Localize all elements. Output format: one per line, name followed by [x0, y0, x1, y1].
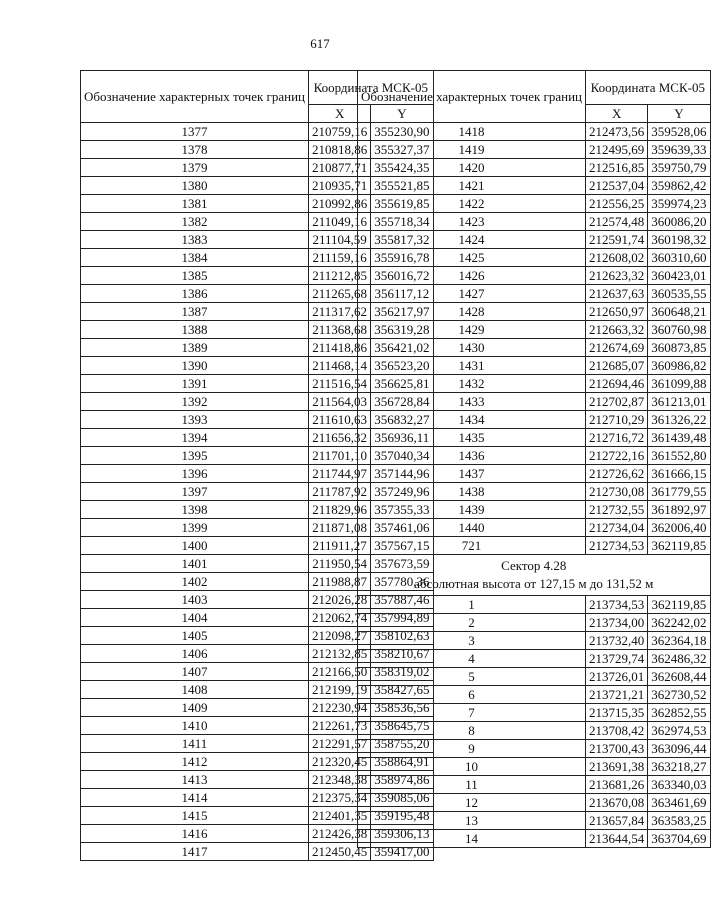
coord-y: 356117,12: [371, 285, 433, 303]
coord-y: 362730,52: [648, 686, 710, 704]
coord-x: 211265,68: [309, 285, 371, 303]
coord-x: 212591,74: [586, 231, 648, 249]
point-id: 1415: [81, 807, 309, 825]
coord-x: 212726,62: [586, 465, 648, 483]
coord-x: 213721,21: [586, 686, 648, 704]
coord-x: 212473,56: [586, 123, 648, 141]
coord-x: 211468,14: [309, 357, 371, 375]
point-id: 1413: [81, 771, 309, 789]
coord-x: 212348,38: [309, 771, 371, 789]
coord-x: 213691,38: [586, 758, 648, 776]
table-row: [358, 393, 711, 411]
coord-y: 359974,23: [648, 195, 710, 213]
coord-y: 355424,35: [371, 159, 433, 177]
coord-x: 212734,53: [586, 537, 648, 555]
coord-x: 212637,63: [586, 285, 648, 303]
coord-y: 357673,59: [371, 555, 433, 573]
coord-x: 211988,87: [309, 573, 371, 591]
coord-x: 212291,57: [309, 735, 371, 753]
header-y: Y: [371, 105, 433, 123]
point-id: 12: [358, 794, 586, 812]
coord-y: 355327,37: [371, 141, 433, 159]
coord-x: 211787,92: [309, 483, 371, 501]
coord-y: 360986,82: [648, 357, 710, 375]
coord-y: 357461,06: [371, 519, 433, 537]
table-row: [358, 303, 711, 321]
point-id: 1400: [81, 537, 309, 555]
table-row: [358, 231, 711, 249]
coord-x: 213700,43: [586, 740, 648, 758]
point-id: 1389: [81, 339, 309, 357]
table-row: [358, 632, 711, 650]
coord-y: 361892,97: [648, 501, 710, 519]
coord-y: 357144,96: [371, 465, 433, 483]
point-id: 1440: [358, 519, 586, 537]
point-id: 1407: [81, 663, 309, 681]
coord-x: 212663,32: [586, 321, 648, 339]
coordinates-table-right: [357, 70, 711, 848]
coord-y: 362974,53: [648, 722, 710, 740]
point-id: 1412: [81, 753, 309, 771]
coord-x: 213726,01: [586, 668, 648, 686]
table-row: [358, 614, 711, 632]
coord-y: 363218,27: [648, 758, 710, 776]
coord-y: 363583,25: [648, 812, 710, 830]
table-row: [358, 267, 711, 285]
table-row: [358, 285, 711, 303]
point-id: 1423: [358, 213, 586, 231]
point-id: 1428: [358, 303, 586, 321]
point-id: 1383: [81, 231, 309, 249]
point-id: 1380: [81, 177, 309, 195]
point-id: 1416: [81, 825, 309, 843]
coord-x: 213734,00: [586, 614, 648, 632]
point-id: 1377: [81, 123, 309, 141]
coord-y: 361779,55: [648, 483, 710, 501]
coord-y: 359639,33: [648, 141, 710, 159]
point-id: 1439: [358, 501, 586, 519]
coord-y: 362119,85: [648, 537, 710, 555]
table-row: [358, 177, 711, 195]
header-coordinate-label: Координата МСК-05: [309, 71, 434, 105]
coord-y: 356016,72: [371, 267, 433, 285]
header-y: Y: [648, 105, 710, 123]
coord-y: 359417,00: [371, 843, 433, 861]
coord-y: 362119,85: [648, 596, 710, 614]
point-id: 1411: [81, 735, 309, 753]
coord-y: 358536,56: [371, 699, 433, 717]
point-id: 13: [358, 812, 586, 830]
point-id: 1438: [358, 483, 586, 501]
coord-x: 211317,62: [309, 303, 371, 321]
point-id: 1414: [81, 789, 309, 807]
coord-y: 357780,36: [371, 573, 433, 591]
coord-y: 357355,33: [371, 501, 433, 519]
point-id: 1429: [358, 321, 586, 339]
point-id: 1396: [81, 465, 309, 483]
point-id: 1406: [81, 645, 309, 663]
table-row: [358, 195, 711, 213]
point-id: 1391: [81, 375, 309, 393]
point-id: 1408: [81, 681, 309, 699]
point-id: 1381: [81, 195, 309, 213]
page-number: 617: [310, 36, 330, 51]
table-row: [358, 447, 711, 465]
coord-y: 359306,13: [371, 825, 433, 843]
coord-y: 360760,98: [648, 321, 710, 339]
point-id: 1422: [358, 195, 586, 213]
point-id: 1430: [358, 339, 586, 357]
coord-x: 212261,73: [309, 717, 371, 735]
coord-y: 355916,78: [371, 249, 433, 267]
point-id: 1425: [358, 249, 586, 267]
table-row: [358, 722, 711, 740]
coord-y: 362364,18: [648, 632, 710, 650]
coord-y: 356936,11: [371, 429, 433, 447]
coord-y: 359862,42: [648, 177, 710, 195]
coord-x: 211564,03: [309, 393, 371, 411]
coord-x: 212732,55: [586, 501, 648, 519]
coord-y: 358427,65: [371, 681, 433, 699]
point-id: 1399: [81, 519, 309, 537]
point-id: 1437: [358, 465, 586, 483]
coord-x: 211911,27: [309, 537, 371, 555]
table-row: [358, 375, 711, 393]
coord-y: 359195,48: [371, 807, 433, 825]
point-id: 1424: [358, 231, 586, 249]
point-id: 2: [358, 614, 586, 632]
coord-x: 212674,69: [586, 339, 648, 357]
coord-y: 358645,75: [371, 717, 433, 735]
header-point-label: Обозначение характерных точек границ: [81, 71, 309, 123]
table-row: [358, 159, 711, 177]
coord-x: 212199,19: [309, 681, 371, 699]
coord-x: 212722,16: [586, 447, 648, 465]
coord-y: 363096,44: [648, 740, 710, 758]
point-id: 1387: [81, 303, 309, 321]
coord-x: 211950,54: [309, 555, 371, 573]
point-id: 1421: [358, 177, 586, 195]
coord-y: 361552,80: [648, 447, 710, 465]
coord-y: 355718,34: [371, 213, 433, 231]
coord-y: 362486,32: [648, 650, 710, 668]
header-point-label: Обозначение характерных точек границ: [358, 71, 586, 123]
coord-x: 211871,08: [309, 519, 371, 537]
coord-y: 363704,69: [648, 830, 710, 848]
coord-y: 359528,06: [648, 123, 710, 141]
coord-y: 360648,21: [648, 303, 710, 321]
point-id: 1394: [81, 429, 309, 447]
coord-y: 358864,91: [371, 753, 433, 771]
coord-x: 213715,35: [586, 704, 648, 722]
coord-x: 213734,53: [586, 596, 648, 614]
point-id: 6: [358, 686, 586, 704]
point-id: 9: [358, 740, 586, 758]
coord-x: 211656,32: [309, 429, 371, 447]
table-row: [358, 357, 711, 375]
coord-x: 212685,07: [586, 357, 648, 375]
coord-x: 211610,63: [309, 411, 371, 429]
coord-y: 362242,02: [648, 614, 710, 632]
coord-x: 211701,10: [309, 447, 371, 465]
sector-altitude: абсолютная высота от 127,15 м до 131,52 м: [414, 576, 654, 591]
coord-y: 358319,02: [371, 663, 433, 681]
coord-y: 357040,34: [371, 447, 433, 465]
coord-x: 212556,25: [586, 195, 648, 213]
coord-x: 211368,68: [309, 321, 371, 339]
coord-x: 212426,38: [309, 825, 371, 843]
coord-y: 356319,28: [371, 321, 433, 339]
coord-y: 360423,01: [648, 267, 710, 285]
coord-x: 213729,74: [586, 650, 648, 668]
point-id: 1402: [81, 573, 309, 591]
coord-x: 212694,46: [586, 375, 648, 393]
point-id: 1395: [81, 447, 309, 465]
coord-y: 356625,81: [371, 375, 433, 393]
coord-x: 212230,94: [309, 699, 371, 717]
coord-x: 212166,50: [309, 663, 371, 681]
coord-x: 211829,96: [309, 501, 371, 519]
coord-x: 213644,54: [586, 830, 648, 848]
table-row: [358, 830, 711, 848]
header-coordinate-label: Координата МСК-05: [586, 71, 711, 105]
coord-y: 360535,55: [648, 285, 710, 303]
point-id: 1384: [81, 249, 309, 267]
table-row: [358, 519, 711, 537]
point-id: 1397: [81, 483, 309, 501]
sector-heading: [358, 555, 711, 596]
table-row: [358, 537, 711, 555]
point-id: 4: [358, 650, 586, 668]
coord-y: 360198,32: [648, 231, 710, 249]
coord-x: 212623,32: [586, 267, 648, 285]
coord-x: 213681,26: [586, 776, 648, 794]
coord-x: 212608,02: [586, 249, 648, 267]
coord-y: 356523,20: [371, 357, 433, 375]
point-id: 1417: [81, 843, 309, 861]
coord-x: 212495,69: [586, 141, 648, 159]
table-row: [358, 411, 711, 429]
coord-y: 361099,88: [648, 375, 710, 393]
point-id: 1404: [81, 609, 309, 627]
point-id: 1435: [358, 429, 586, 447]
table-row: [358, 668, 711, 686]
coord-y: 362852,55: [648, 704, 710, 722]
coord-x: 210935,71: [309, 177, 371, 195]
sector-title: Сектор 4.28: [501, 558, 567, 573]
coord-y: 362006,40: [648, 519, 710, 537]
coord-x: 213657,84: [586, 812, 648, 830]
point-id: 721: [358, 537, 586, 555]
table-row: [358, 501, 711, 519]
point-id: 1382: [81, 213, 309, 231]
table-row: [358, 812, 711, 830]
point-id: 1410: [81, 717, 309, 735]
point-id: 1409: [81, 699, 309, 717]
coord-x: 213732,40: [586, 632, 648, 650]
coord-y: 361213,01: [648, 393, 710, 411]
header-x: X: [586, 105, 648, 123]
point-id: 1385: [81, 267, 309, 285]
coord-y: 357249,96: [371, 483, 433, 501]
coord-x: 211104,59: [309, 231, 371, 249]
point-id: 1: [358, 596, 586, 614]
coord-x: 212574,48: [586, 213, 648, 231]
coord-y: 358755,20: [371, 735, 433, 753]
point-id: 1433: [358, 393, 586, 411]
coord-x: 212716,72: [586, 429, 648, 447]
coord-x: 212098,27: [309, 627, 371, 645]
table-row: [358, 794, 711, 812]
coord-y: 357567,15: [371, 537, 433, 555]
coord-y: 355619,85: [371, 195, 433, 213]
table-row: [358, 123, 711, 141]
point-id: 1431: [358, 357, 586, 375]
coord-x: 212026,28: [309, 591, 371, 609]
table-row: [358, 465, 711, 483]
coord-y: 362608,44: [648, 668, 710, 686]
point-id: 1434: [358, 411, 586, 429]
coord-y: 361326,22: [648, 411, 710, 429]
table-row: [358, 776, 711, 794]
point-id: 7: [358, 704, 586, 722]
point-id: 14: [358, 830, 586, 848]
coord-x: 213670,08: [586, 794, 648, 812]
point-id: 11: [358, 776, 586, 794]
coord-x: 211049,16: [309, 213, 371, 231]
coord-y: 359750,79: [648, 159, 710, 177]
point-id: 1436: [358, 447, 586, 465]
table-row: [358, 339, 711, 357]
coord-y: 355521,85: [371, 177, 433, 195]
point-id: 1393: [81, 411, 309, 429]
coord-x: 212730,08: [586, 483, 648, 501]
table-row: [358, 429, 711, 447]
coord-x: 212710,29: [586, 411, 648, 429]
coord-y: 358102,63: [371, 627, 433, 645]
coord-x: 212702,87: [586, 393, 648, 411]
point-id: 3: [358, 632, 586, 650]
coord-y: 360310,60: [648, 249, 710, 267]
point-id: 1392: [81, 393, 309, 411]
table-row: [358, 596, 711, 614]
coord-x: 211744,97: [309, 465, 371, 483]
header-x: X: [309, 105, 371, 123]
table-row: [358, 686, 711, 704]
coord-x: 212450,45: [309, 843, 371, 861]
coord-y: 356421,02: [371, 339, 433, 357]
table-row: [358, 141, 711, 159]
point-id: 10: [358, 758, 586, 776]
coord-x: 213708,42: [586, 722, 648, 740]
point-id: 1379: [81, 159, 309, 177]
coord-x: 212401,35: [309, 807, 371, 825]
coord-y: 355230,90: [371, 123, 433, 141]
coord-y: 363461,69: [648, 794, 710, 812]
table-row: [358, 213, 711, 231]
point-id: 1398: [81, 501, 309, 519]
point-id: 1427: [358, 285, 586, 303]
point-id: 1401: [81, 555, 309, 573]
coord-y: 355817,32: [371, 231, 433, 249]
point-id: 1432: [358, 375, 586, 393]
coord-y: 357994,89: [371, 609, 433, 627]
coord-x: 212537,04: [586, 177, 648, 195]
table-row: [358, 483, 711, 501]
point-id: 1386: [81, 285, 309, 303]
point-id: 1418: [358, 123, 586, 141]
point-id: 1378: [81, 141, 309, 159]
coord-y: 359085,06: [371, 789, 433, 807]
point-id: 1419: [358, 141, 586, 159]
coord-y: 356728,84: [371, 393, 433, 411]
coord-y: 363340,03: [648, 776, 710, 794]
coord-y: 356217,97: [371, 303, 433, 321]
coord-x: 210877,71: [309, 159, 371, 177]
table-row: [358, 321, 711, 339]
table-row: [358, 704, 711, 722]
point-id: 1420: [358, 159, 586, 177]
table-row: [358, 249, 711, 267]
coord-x: 212516,85: [586, 159, 648, 177]
point-id: 1388: [81, 321, 309, 339]
coord-x: 210759,16: [309, 123, 371, 141]
coord-x: 212650,97: [586, 303, 648, 321]
table-row: [358, 740, 711, 758]
coord-x: 210992,86: [309, 195, 371, 213]
coord-y: 360086,20: [648, 213, 710, 231]
coord-x: 212132,85: [309, 645, 371, 663]
coord-x: 212375,34: [309, 789, 371, 807]
coord-x: 212734,04: [586, 519, 648, 537]
coord-x: 211418,86: [309, 339, 371, 357]
coord-y: 360873,85: [648, 339, 710, 357]
coord-x: 212062,74: [309, 609, 371, 627]
point-id: 1426: [358, 267, 586, 285]
coord-x: 211159,16: [309, 249, 371, 267]
table-row: [358, 758, 711, 776]
point-id: 8: [358, 722, 586, 740]
coord-y: 356832,27: [371, 411, 433, 429]
coord-y: 361439,48: [648, 429, 710, 447]
coord-y: 358974,86: [371, 771, 433, 789]
coord-y: 357887,46: [371, 591, 433, 609]
point-id: 5: [358, 668, 586, 686]
coord-x: 212320,45: [309, 753, 371, 771]
coord-y: 361666,15: [648, 465, 710, 483]
coord-x: 211516,54: [309, 375, 371, 393]
point-id: 1390: [81, 357, 309, 375]
coord-y: 358210,67: [371, 645, 433, 663]
point-id: 1405: [81, 627, 309, 645]
coord-x: 210818,86: [309, 141, 371, 159]
table-row: [358, 650, 711, 668]
coord-x: 211212,85: [309, 267, 371, 285]
point-id: 1403: [81, 591, 309, 609]
